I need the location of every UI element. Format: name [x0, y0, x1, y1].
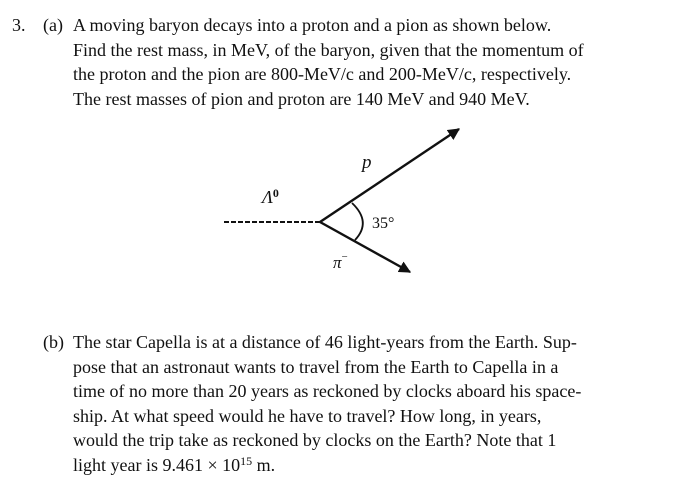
part-a-line: The rest masses of pion and proton are 140 MeV and 940 MeV.	[73, 88, 530, 109]
exponent: 15	[240, 453, 253, 468]
part-a-line: A moving baryon decays into a proton and a pion as shown below.	[73, 15, 552, 35]
angle-label: 35°	[372, 215, 395, 232]
part-b-line: ship. At what speed would he have to travel? How long, in years,	[73, 405, 542, 426]
part-b-line: pose that an astronaut wants to travel from the Earth to Capella in a	[73, 356, 559, 377]
last-line-prefix: light year is 9.461 × 10	[73, 454, 241, 475]
part-a-label: (a)	[43, 15, 63, 35]
baryon-label: $\Lambda^0$	[262, 186, 279, 207]
part-b-line: time of no more than 20 years as reckoned by clocks aboard his space-	[73, 381, 582, 402]
part-b-line: would the trip take as reckoned by clocks on the Earth? Note that 1	[73, 430, 557, 451]
proton-label: p	[362, 152, 372, 173]
part-a-line: the proton and the pion are 800-MeV/c and 200-MeV/c, respectively.	[73, 64, 572, 84]
question-number: 3.	[12, 15, 26, 35]
part-b-text	[73, 330, 581, 478]
part-a-line: Find the rest mass, in MeV, of the baryon, given that the momentum of	[73, 39, 584, 60]
pion-label: π−	[333, 251, 348, 272]
angle-arc	[352, 203, 363, 240]
part-b-last-line	[73, 453, 581, 478]
part-b-label: (b)	[43, 332, 64, 352]
last-line-suffix: m.	[252, 454, 276, 475]
part-b-line: The star Capella is at a distance of 46 light-years from the Earth. Sup-	[73, 332, 577, 352]
proton-track-arrow	[320, 129, 459, 222]
